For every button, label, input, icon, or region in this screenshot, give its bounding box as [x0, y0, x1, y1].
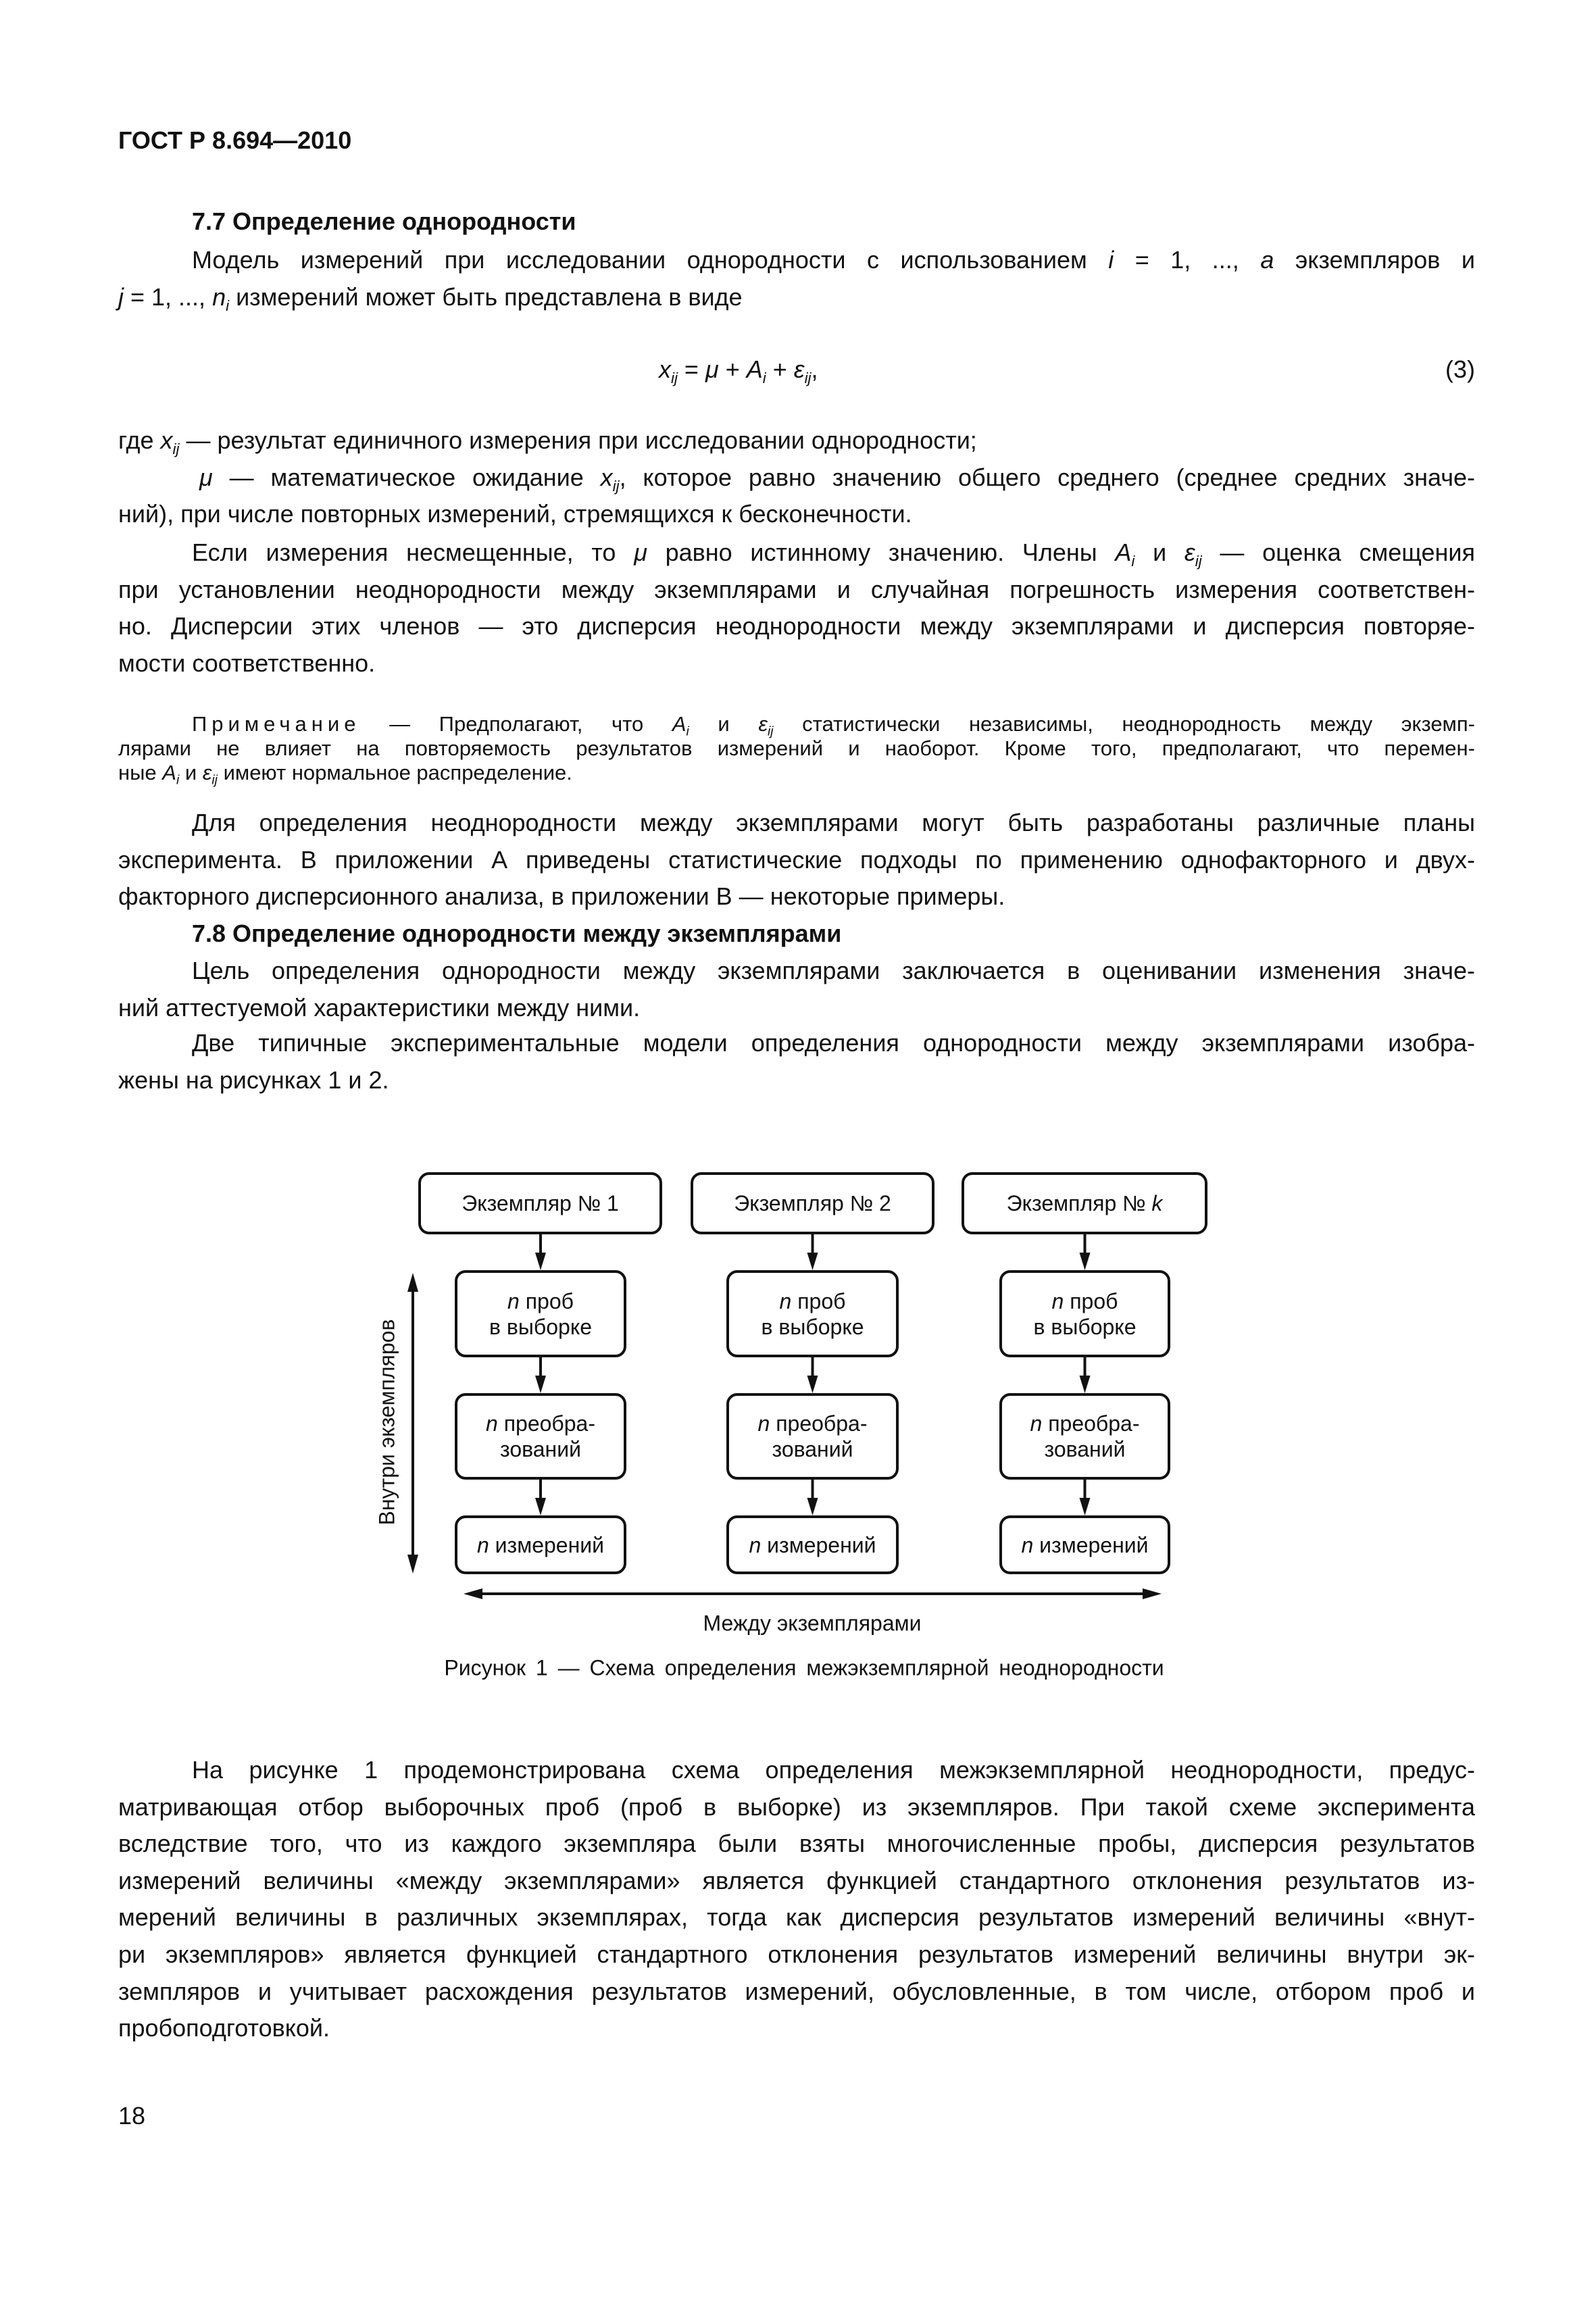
arrowhead-down-icon: [807, 1376, 818, 1393]
note-line: лярами не влияет на повторяемость результатов измерений и наоборот. Кроме того, предполагают, что перемен-: [118, 736, 1475, 760]
transforms-box-label: n преобра- зований: [757, 1411, 868, 1461]
note-line: ные $A_i$ и $\varepsilon_{ij}$ имеют нормальное распределение.: [118, 761, 572, 788]
arrowhead-down-icon: [535, 1253, 546, 1270]
text-line: Две типичные экспериментальные модели определения однородности между экземплярами изобра-: [192, 1029, 1475, 1057]
arrowhead-down-icon: [535, 1498, 546, 1515]
measurements-box-label: n измерений: [476, 1532, 605, 1557]
text-line: жены на рисунках 1 и 2.: [118, 1065, 389, 1094]
text-line: Если измерения несмещенные, то μ равно истинному значению. Члены $A_i$ и $\varepsilon_{ij}$ — оценка смещения: [192, 538, 1476, 570]
text-line: измерений величины «между экземплярами» является функцией стандартного отклонения результатов из-: [118, 1866, 1475, 1894]
sample-box-label: Экземпляр № 2: [734, 1191, 891, 1215]
measurements-box-label: n измерений: [749, 1532, 876, 1557]
arrowhead-down-icon: [807, 1253, 818, 1270]
text-line: j = 1, ..., $n_i$ измерений может быть представлена в виде: [118, 282, 743, 314]
between-samples-label: Между экземплярами: [703, 1611, 922, 1636]
text-line: матривающая отбор выборочных проб (проб в выборке) из экземпляров. При такой схеме эксперимента: [118, 1792, 1475, 1821]
transforms-box: [999, 1393, 1170, 1480]
page-number: 18: [118, 2102, 146, 2130]
measurements-box: [999, 1515, 1170, 1574]
measurements-box-label: n измерений: [1021, 1532, 1149, 1557]
sample-box-label: Экземпляр № 1: [462, 1191, 619, 1215]
sample-box-label: Экземпляр № k: [1006, 1191, 1163, 1215]
section-heading-7-7: 7.7 Определение однородности: [192, 207, 576, 235]
text-line: но. Дисперсии этих членов — это дисперсия неоднородности между экземплярами и дисперсия повторяе-: [118, 612, 1475, 640]
probes-box-label: n проб в выборке: [489, 1288, 592, 1339]
text-line: пробоподготовкой.: [118, 2014, 330, 2042]
note-label: Примечание: [192, 712, 361, 736]
text-line: ри экземпляров» является функцией стандартного отклонения результатов измерений величины внутри эк-: [118, 1940, 1475, 1968]
formula: $x_{ij} = \mu + A_i + \varepsilon_{ij}$,: [659, 355, 818, 386]
text-line: земпляров и учитывает расхождения результатов измерений, обусловленные, в том числе, отбором проб и: [118, 1977, 1475, 2005]
arrowhead-down-icon: [1080, 1253, 1091, 1270]
sample-box: [962, 1172, 1207, 1234]
sample-box: [418, 1172, 662, 1234]
transforms-box: [726, 1393, 899, 1480]
text-line: Модель измерений при исследовании однородности с использованием i = 1, ..., a экземпляров и: [192, 246, 1476, 274]
probes-box: [455, 1270, 626, 1357]
probes-box: [726, 1270, 899, 1357]
text-line: при установлении неоднородности между экземплярами и случайная погрешность измерения соответствен-: [118, 575, 1475, 603]
arrowhead-down-icon: [1080, 1376, 1091, 1393]
within-samples-label: Внутри экземпляров: [374, 1319, 399, 1526]
transforms-box-label: n преобра- зований: [1030, 1411, 1140, 1461]
text-line: ний аттестуемой характеристики между ними.: [118, 993, 641, 1022]
text-line: где $x_{ij}$ — результат единичного измерения при исследовании однородности;: [118, 426, 977, 457]
text-line: Для определения неоднородности между экземплярами могут быть разработаны различные планы: [192, 809, 1475, 836]
text-line: вследствие того, что из каждого экземпляра были взяты многочисленные пробы, дисперсия результатов: [118, 1830, 1475, 1858]
text-line: эксперимента. В приложении А приведены статистические подходы по применению однофакторного и двух-: [118, 845, 1475, 874]
figure-caption: Рисунок 1 — Схема определения межэкземплярной неоднородности: [444, 1655, 1164, 1680]
section-heading-7-8: 7.8 Определение однородности между экземплярами: [192, 920, 842, 947]
formula-number: (3): [1445, 355, 1475, 383]
measurements-box: [726, 1515, 899, 1574]
arrowhead-down-icon: [1080, 1498, 1091, 1515]
probes-box-label: n проб в выборке: [761, 1288, 864, 1339]
probes-box: [999, 1270, 1170, 1357]
text-line: На рисунке 1 продемонстрирована схема определения межэкземплярной неоднородности, предус-: [192, 1756, 1475, 1784]
probes-box-label: n проб в выборке: [1033, 1288, 1137, 1339]
text-line: Цель определения однородности между экземплярами заключается в оценивании изменения значе-: [192, 957, 1475, 984]
text-line: факторного дисперсионного анализа, в приложении В — некоторые примеры.: [118, 882, 1005, 911]
arrowhead-down-icon: [535, 1376, 546, 1393]
transforms-box-label: n преобра- зований: [486, 1411, 595, 1461]
note-text: — Предполагают, что $A_i$ и $\varepsilon_{ij}$ статистически независимы, неоднородность между экземп-: [389, 712, 1475, 739]
transforms-box: [455, 1393, 626, 1480]
sample-box: [691, 1172, 934, 1234]
text-line: μ — математическое ожидание $x_{ij}$, которое равно значению общего среднего (среднее средних значе-: [199, 463, 1475, 495]
arrowhead-down-icon: [807, 1498, 818, 1515]
text-line: мости соответственно.: [118, 649, 376, 677]
document-id-header: ГОСТ Р 8.694—2010: [118, 126, 352, 154]
text-line: ний), при числе повторных измерений, стремящихся к бесконечности.: [118, 500, 912, 528]
text-line: мерений величины в различных экземплярах, тогда как дисперсия результатов измерений величины «внут-: [118, 1903, 1475, 1932]
paragraph-figure-explanation: [118, 1752, 1475, 2047]
measurements-box: [455, 1515, 626, 1574]
